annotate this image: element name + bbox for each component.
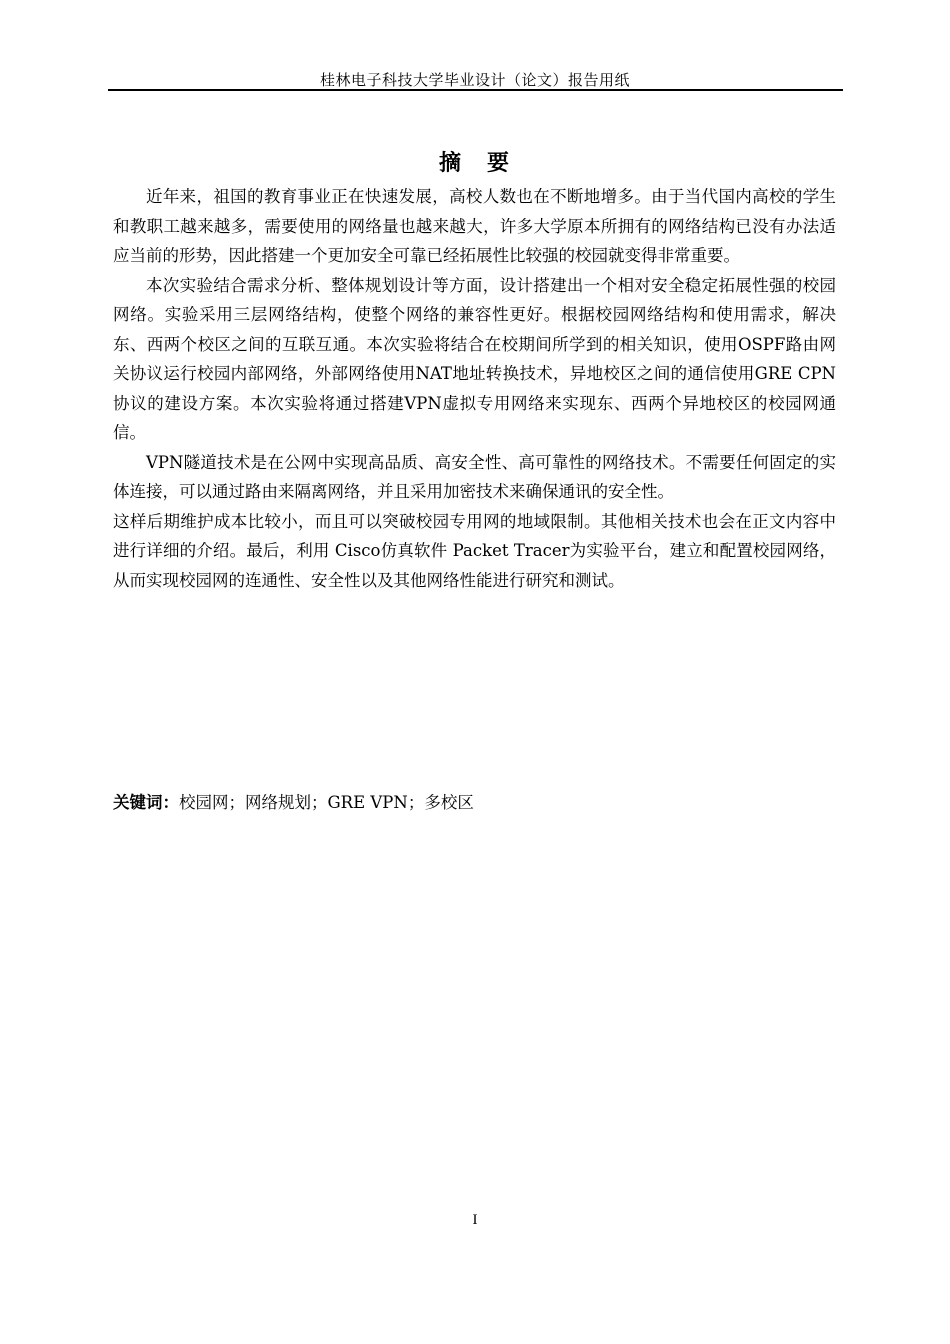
abstract-paragraph-2: 本次实验结合需求分析、整体规划设计等方面，设计搭建出一个相对安全稳定拓展性强的校园网络。实验采用三层网络结构，使整个网络的兼容性更好。根据校园网络结构和使用需求，解决东、西两个校区之间的互联互通。本次实验将结合在校期间所学到的相关知识，使用OSPF路由网关协议运行校园内部网络，外部网络使用NAT地址转换技术，异地校区之间的通信使用GRE CPN协议的建设方案。本次实验将通过搭建VPN虚拟专用网络来实现东、西两个异地校区的校园网通信。 (113, 275, 836, 442)
abstract-body (113, 182, 836, 595)
header-rule (108, 89, 843, 91)
page-number: I (472, 1212, 478, 1228)
keywords-line (113, 788, 836, 817)
keywords-label: 关键词： (113, 793, 179, 812)
abstract-paragraph-1: 近年来，祖国的教育事业正在快速发展，高校人数也在不断地增多。由于当代国内高校的学生和教职工越来越多，需要使用的网络量也越来越大，许多大学原本所拥有的网络结构已没有办法适应当前的形势，因此搭建一个更加安全可靠已经拓展性比较强的校园就变得非常重要。 (113, 187, 836, 265)
abstract-paragraph-4: 这样后期维护成本比较小，而且可以突破校园专用网的地域限制。其他相关技术也会在正文内容中进行详细的介绍。最后，利用 Cisco仿真软件 Packet Tracer为实验平台，建立和配置校园网络，从而实现校园网的连通性、安全性以及其他网络性能进行研究和测试。 (113, 511, 836, 590)
abstract-paragraph-3: VPN隧道技术是在公网中实现高品质、高安全性、高可靠性的网络技术。不需要任何固定的实体连接，可以通过路由来隔离网络，并且采用加密技术来确保通讯的安全性。 (113, 452, 836, 501)
page-header: 桂林电子科技大学毕业设计（论文）报告用纸 (319, 71, 630, 89)
abstract-title: 摘 要 (438, 151, 511, 176)
keywords-value: 校园网；网络规划；GRE VPN；多校区 (179, 793, 474, 812)
